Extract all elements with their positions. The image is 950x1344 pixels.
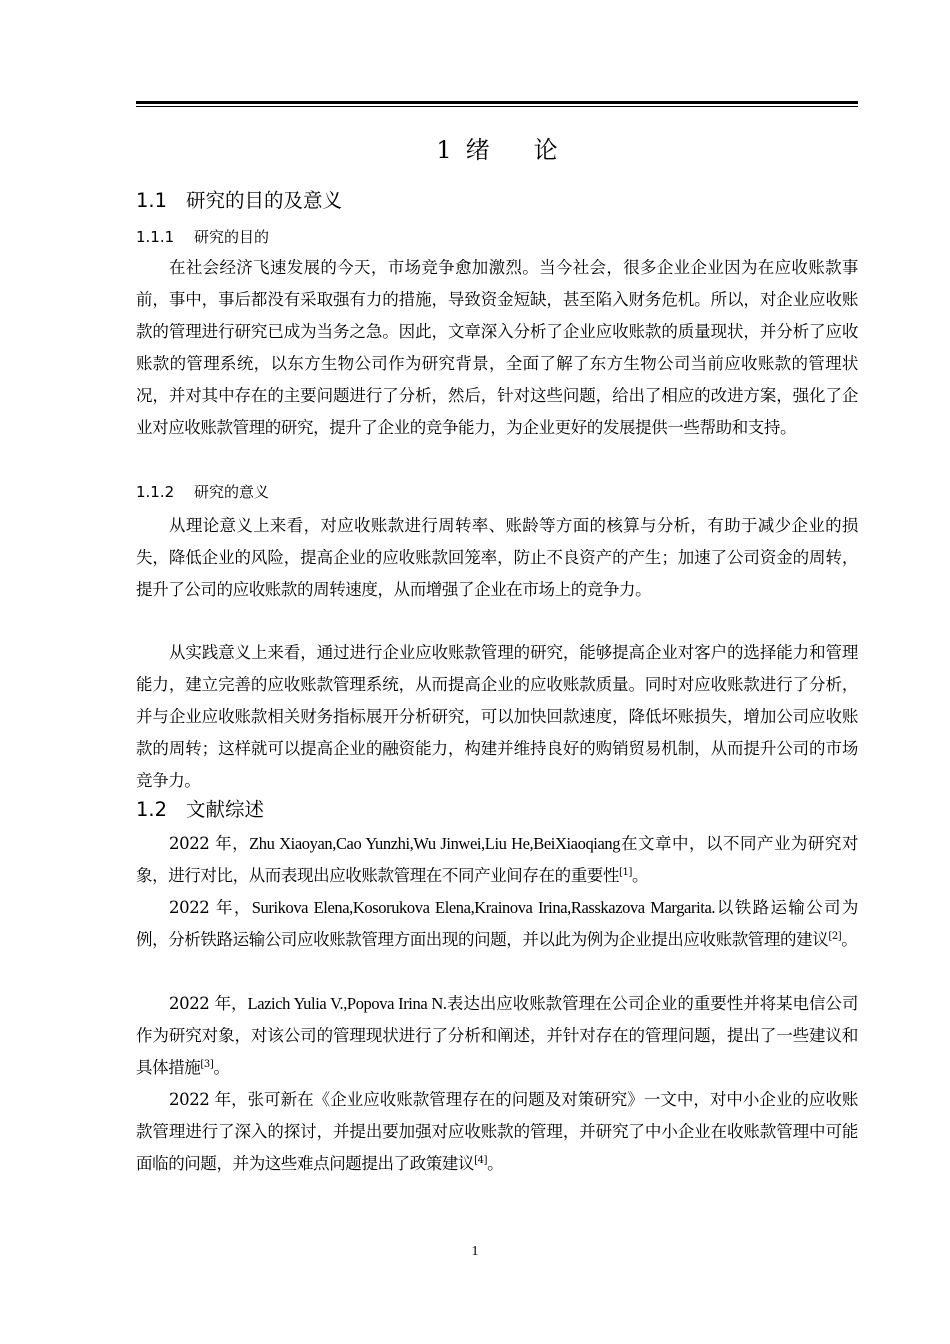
literature-ref-1 — [136, 828, 858, 892]
ref-citation: [3] — [200, 1059, 214, 1070]
section-heading-1-2 — [136, 797, 264, 823]
ref-year: 2022 年， — [169, 898, 252, 917]
ref-text: 在文章中，以不同产业为研究对象，进行对比，从而表现出应收账款管理在不同产业间存在的重要性 — [136, 834, 859, 885]
chapter-title — [136, 135, 858, 165]
chapter-title-char-2: 论 — [533, 136, 558, 164]
header-rule-thin — [136, 106, 858, 107]
subsection-number: 1.1.1 — [136, 228, 175, 246]
ref-year: 2022 年， — [169, 994, 248, 1013]
ref-authors: Lazich Yulia V.,Popova Irina N. — [247, 994, 447, 1013]
page-number: 1 — [471, 1244, 479, 1259]
ref-citation: [1] — [619, 867, 632, 878]
subsection-heading-1-1-1 — [136, 226, 269, 248]
ref-citation: [2] — [828, 931, 842, 942]
literature-ref-2 — [136, 892, 858, 956]
ref-end: 。 — [631, 866, 649, 885]
ref-authors: Zhu Xiaoyan,Cao Yunzhi,Wu Jinwei,Liu He,BeiXiaoqiang — [249, 834, 621, 853]
paragraph-research-purpose: 在社会经济飞速发展的今天，市场竞争愈加激烈。当今社会，很多企业企业因为在应收账款事前，事中，事后都没有采取强有力的措施，导致资金短缺，甚至陷入财务危机。所以，对企业应收账款的管理进行研究已成为当务之急。因此，文章深入分析了企业应收账款的质量现状，并分析了应收账款的管理系统，以东方生物公司作为研究背景，全面了解了东方生物公司当前应收账款的管理状况，并对其中存在的主要问题进行了分析，然后，针对这些问题，给出了相应的改进方案，强化了企业对应收账款管理的研究，提升了企业的竞争能力，为企业更好的发展提供一些帮助和支持。 — [136, 258, 858, 437]
ref-authors: Surikova Elena,Kosorukova Elena,Krainova Irina,Rasskazova Margarita. — [251, 898, 716, 917]
chapter-number: 1 — [436, 136, 452, 164]
section-heading-1-1 — [136, 188, 342, 214]
ref-text: 表达出应收账款管理在公司企业的重要性并将某电信公司作为研究对象，对该公司的管理现状进行了分析和阐述，并针对存在的管理问题，提出了一些建议和具体措施 — [136, 994, 858, 1077]
section-number: 1.1 — [136, 189, 168, 212]
header-rule-thick — [136, 101, 858, 104]
paragraph-practical-significance: 从实践意义上来看，通过进行企业应收账款管理的研究，能够提高企业对客户的选择能力和管理能力，建立完善的应收账款管理系统，从而提高企业的应收账款质量。同时对应收账款进行了分析，并与企业应收账款相关财务指标展开分析研究，可以加快回款速度，降低坏账损失，增加公司应收账款的周转；这样就可以提高企业的融资能力，构建并维持良好的购销贸易机制，从而提升公司的市场竞争力。 — [136, 643, 858, 790]
subsection-number: 1.1.2 — [136, 483, 175, 501]
chapter-title-char-1: 绪 — [465, 136, 490, 164]
ref-text: 以铁路运输公司为例，分析铁路运输公司应收账款管理方面出现的问题，并以此为例为企业提出应收账款管理的建议 — [136, 898, 858, 949]
ref-end: 。 — [487, 1154, 504, 1173]
section-title: 文献综述 — [186, 798, 265, 821]
subsection-title: 研究的意义 — [194, 483, 270, 501]
subsection-title: 研究的目的 — [194, 228, 270, 246]
ref-year: 2022 年， — [169, 1090, 248, 1109]
literature-ref-3 — [136, 988, 858, 1084]
ref-end: 。 — [841, 930, 858, 949]
paragraph-theoretical-significance: 从理论意义上来看，对应收账款进行周转率、账龄等方面的核算与分析，有助于减少企业的损失，降低企业的风险，提高企业的应收账款回笼率，防止不良资产的产生；加速了公司资金的周转，提升了公司的应收账款的周转速度，从而增强了企业在市场上的竞争力。 — [136, 516, 858, 599]
ref-end: 。 — [213, 1058, 230, 1077]
ref-citation: [4] — [474, 1155, 488, 1166]
subsection-heading-1-1-2 — [136, 481, 269, 503]
ref-text: 张可新在《企业应收账款管理存在的问题及对策研究》一文中，对中小企业的应收账款管理进行了深入的探讨，并提出要加强对应收账款的管理，并研究了中小企业在收账款管理中可能面临的问题，并为这些难点问题提出了政策建议 — [136, 1090, 858, 1173]
section-title: 研究的目的及意义 — [186, 189, 343, 212]
ref-year: 2022 年， — [169, 834, 250, 853]
literature-ref-4 — [136, 1084, 858, 1180]
section-number: 1.2 — [136, 798, 168, 821]
